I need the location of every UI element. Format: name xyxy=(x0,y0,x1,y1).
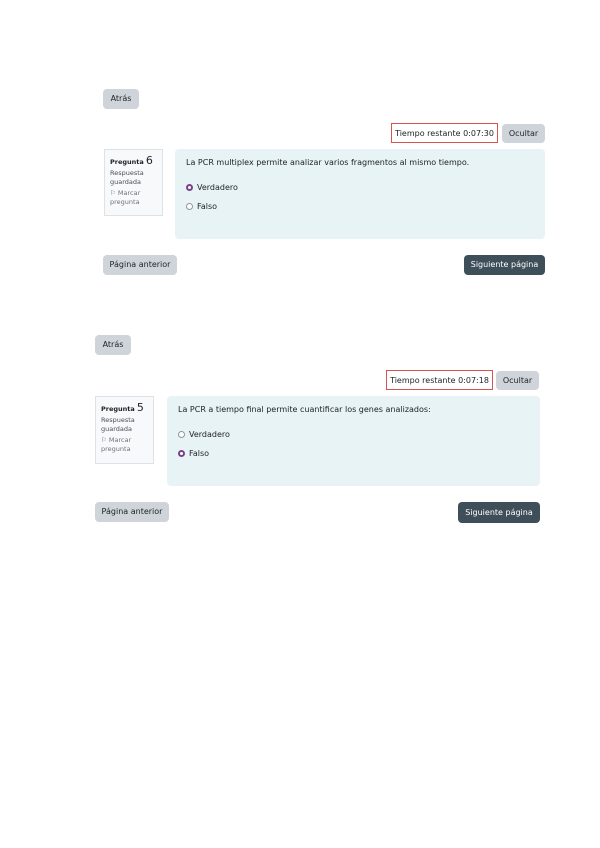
question-state: Respuesta guardada xyxy=(110,168,144,186)
answer-label: Falso xyxy=(189,448,210,458)
answer-label: Verdadero xyxy=(197,182,238,192)
hide-timer-button[interactable]: Ocultar xyxy=(502,124,545,143)
radio-button-checked[interactable] xyxy=(178,450,185,457)
question-label: Pregunta xyxy=(101,405,135,413)
next-page-button[interactable]: Siguiente página xyxy=(458,502,540,523)
flag-label: Marcar pregunta xyxy=(110,189,141,207)
question-label: Pregunta xyxy=(110,158,144,166)
radio-button[interactable] xyxy=(178,431,185,438)
back-button[interactable]: Atrás xyxy=(95,335,131,355)
hide-timer-button[interactable]: Ocultar xyxy=(496,371,539,390)
timer-display: Tiempo restante 0:07:18 xyxy=(386,370,493,390)
answer-label: Verdadero xyxy=(189,429,230,439)
next-page-button[interactable]: Siguiente página xyxy=(464,255,545,275)
answer-option[interactable] xyxy=(178,448,529,458)
previous-page-button[interactable]: Página anterior xyxy=(103,255,177,275)
question-title xyxy=(101,401,148,416)
answer-label: Falso xyxy=(197,201,218,211)
flag-icon: ⚐ xyxy=(101,436,107,445)
question-number: 6 xyxy=(145,154,153,167)
question-text: La PCR multiplex permite analizar varios fragmentos al mismo tiempo. xyxy=(186,158,470,167)
question-text: La PCR a tiempo final permite cuantificar los genes analizados: xyxy=(178,405,431,414)
question-content xyxy=(167,396,540,486)
answer-option[interactable] xyxy=(178,429,529,439)
question-info-panel xyxy=(95,396,154,464)
question-number: 5 xyxy=(136,401,144,414)
timer-display: Tiempo restante 0:07:30 xyxy=(391,123,498,143)
flag-question-link[interactable] xyxy=(101,436,148,454)
previous-page-button[interactable]: Página anterior xyxy=(95,502,169,522)
flag-icon: ⚐ xyxy=(110,189,116,198)
question-state: Respuesta guardada xyxy=(101,415,135,433)
flag-label: Marcar pregunta xyxy=(101,436,132,454)
back-button[interactable]: Atrás xyxy=(103,89,139,109)
